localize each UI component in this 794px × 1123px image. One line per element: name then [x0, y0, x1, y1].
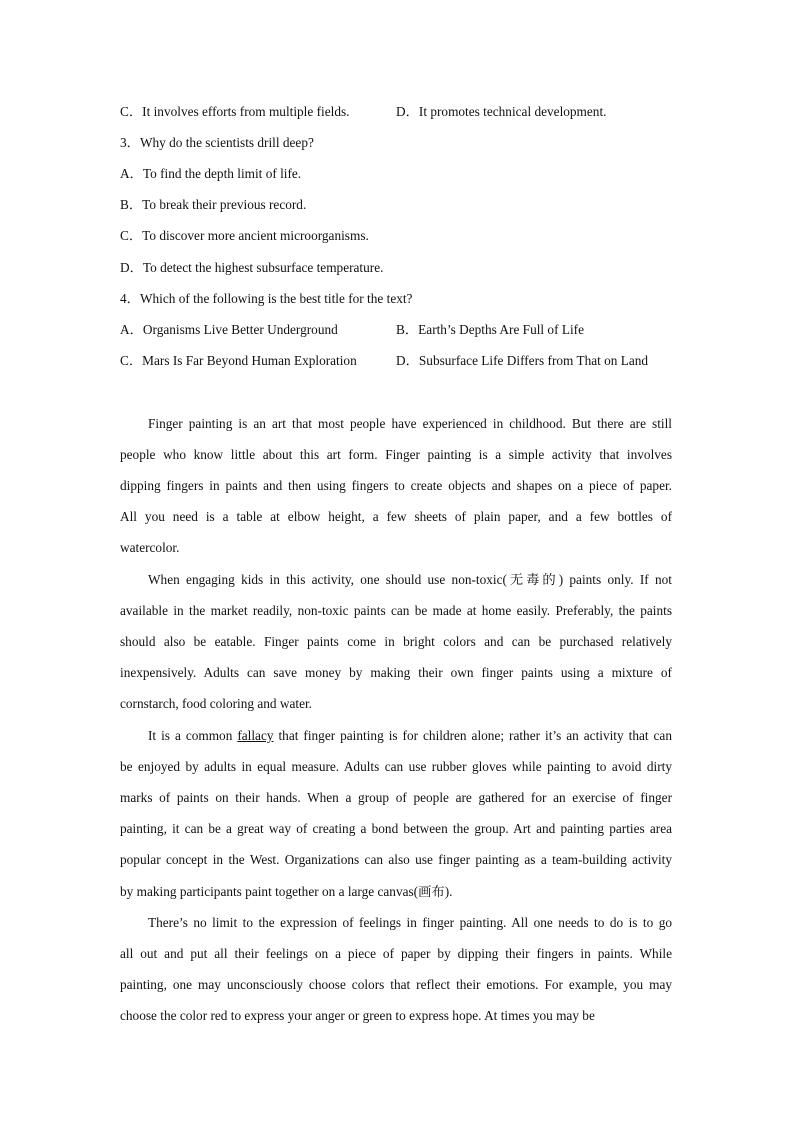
q2-options-cd: [120, 102, 607, 122]
q4-option-b: B．Earth’s Depths Are Full of Life: [396, 322, 584, 337]
p1-line: All you need is a table at elbow height, a few sheets of plain paper, and a few bottles of: [120, 509, 672, 524]
p3-text: It is a common: [148, 728, 238, 743]
q3-option-b: B．To break their previous record.: [120, 197, 307, 212]
p3-text: that finger painting is for children alone; rather it’s an activity that can: [273, 728, 672, 743]
q3-option-c: C．To discover more ancient microorganisms.: [120, 228, 369, 243]
q4-option-c: C．Mars Is Far Beyond Human Exploration: [120, 353, 357, 368]
p2-line: When engaging kids in this activity, one should use non-toxic(无毒的) paints only. If not: [148, 572, 672, 587]
p3-line: popular concept in the West. Organizations can also use finger painting as a team-building activity: [120, 852, 672, 867]
p3-line: by making participants paint together on a large canvas(画布).: [120, 884, 453, 899]
q4-stem: 4．Which of the following is the best title for the text?: [120, 291, 413, 306]
p2-line: cornstarch, food coloring and water.: [120, 696, 312, 711]
p2-line: available in the market readily, non-toxic paints can be made at home easily. Preferably, the paints: [120, 603, 672, 618]
q4-options-cd: [120, 351, 649, 371]
p1-line: dipping fingers in paints and then using fingers to create objects and shapes on a piece of paper.: [120, 478, 672, 493]
q3-option-a: A．To find the depth limit of life.: [120, 166, 302, 181]
p3-line: marks of paints on their hands. When a group of people are gathered for an exercise of finger: [120, 790, 672, 805]
p4-line: painting, one may unconsciously choose colors that reflect their emotions. For example, you may: [120, 977, 672, 992]
q4-options-ab: [120, 320, 584, 340]
p2-line: should also be eatable. Finger paints come in bright colors and can be purchased relatively: [120, 634, 672, 649]
underlined-word-fallacy: fallacy: [237, 728, 274, 743]
q3-option-d: D．To detect the highest subsurface temperature.: [120, 260, 384, 275]
q3-stem: 3．Why do the scientists drill deep?: [120, 135, 314, 150]
q2-option-d: D．It promotes technical development.: [396, 104, 607, 119]
p4-line: There’s no limit to the expression of feelings in finger painting. All one needs to do is to go: [148, 915, 672, 930]
q4-option-a: A．Organisms Live Better Underground: [120, 322, 338, 337]
p1-line: watercolor.: [120, 540, 180, 555]
p3-line: painting, it can be a great way of creating a bond between the group. Art and painting parties area: [120, 821, 672, 836]
q2-option-c: C．It involves efforts from multiple fields.: [120, 104, 350, 119]
q4-option-d: D．Subsurface Life Differs from That on Land: [396, 353, 649, 368]
p1-line: people who know little about this art form. Finger painting is a simple activity that involves: [120, 447, 672, 462]
p2-line: inexpensively. Adults can save money by making their own finger paints using a mixture of: [120, 665, 672, 680]
p4-line: all out and put all their feelings on a piece of paper by dipping their fingers in paints. While: [120, 946, 672, 961]
p1-line: Finger painting is an art that most people have experienced in childhood. But there are still: [148, 416, 672, 431]
p4-line: choose the color red to express your anger or green to express hope. At times you may be: [120, 1008, 595, 1023]
p3-line: be enjoyed by adults in equal measure. Adults can use rubber gloves while painting to avoid dirty: [120, 759, 672, 774]
p3-line-first: [148, 726, 672, 746]
